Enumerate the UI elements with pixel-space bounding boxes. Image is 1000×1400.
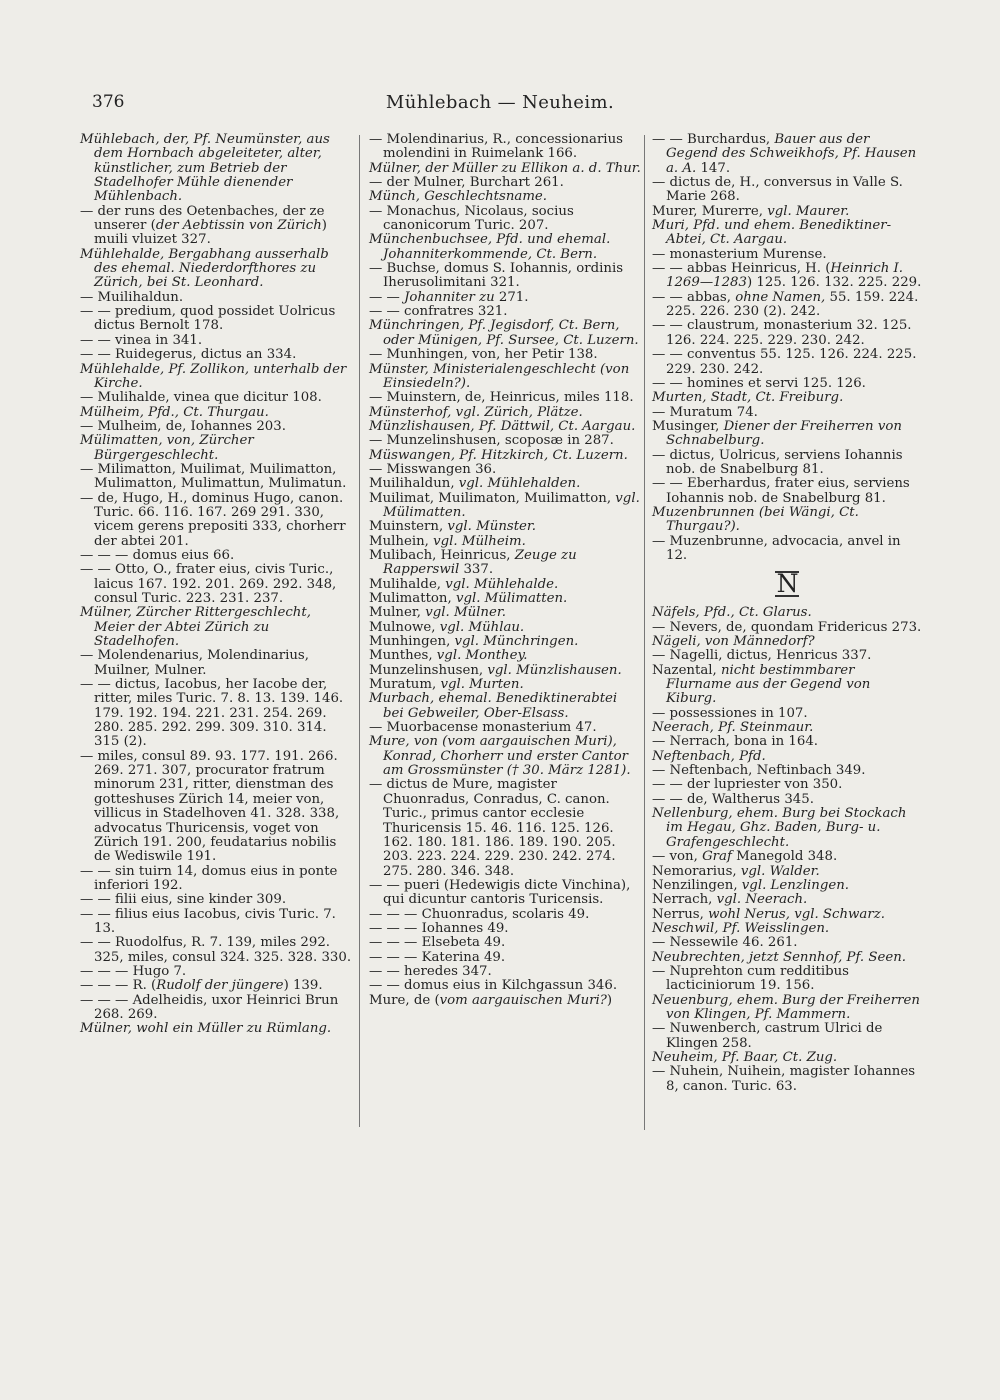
index-entry <box>652 506 922 535</box>
entry-text: — der Mulner, Burchart 261. <box>369 175 564 191</box>
index-entry <box>369 635 641 649</box>
index-entry <box>369 463 641 477</box>
index-entry <box>369 391 641 405</box>
index-entry <box>80 563 352 606</box>
entry-text: Mulimatton, <box>369 591 456 606</box>
index-entry <box>652 291 922 320</box>
index-entry <box>369 649 641 663</box>
index-entry <box>80 205 352 248</box>
entry-text: — — der lupriester von 350. <box>652 777 843 793</box>
column-3 <box>652 133 922 1094</box>
index-entry <box>652 778 922 792</box>
entry-italic-text: vgl. Mühlehalde. <box>445 576 559 592</box>
entry-text: — — domus eius in Kilchgassun 346. <box>369 978 618 994</box>
index-entry <box>652 707 922 721</box>
index-entry <box>80 865 352 894</box>
entry-text: — Muratum 74. <box>652 404 758 420</box>
entry-text: Muinstern, <box>369 519 448 535</box>
entry-text: — — vinea in 341. <box>80 332 203 348</box>
index-entry <box>80 549 352 563</box>
entry-italic-text: Neuenburg, ehem. Burg der Freiherren von Klingen, Pf. Mammern. <box>652 992 920 1022</box>
entry-text: — Nuhein, Nuihein, magister Iohannes 8, canon. Turic. 63. <box>652 1064 916 1094</box>
entry-text: — — — Adelheidis, uxor Heinrici Brun 268. 269. <box>80 992 339 1022</box>
entry-italic-text: Johanniter zu <box>404 289 495 305</box>
entry-text: Mulihalde, <box>369 576 446 592</box>
index-entry <box>80 334 352 348</box>
entry-italic-text: Diener der Freiherren von Schnabelburg. <box>666 418 902 449</box>
index-entry <box>652 922 922 936</box>
index-entry <box>652 750 922 764</box>
entry-text: Nemorarius, <box>652 863 741 879</box>
entry-italic-text: Münch, Geschlechtsname. <box>369 189 548 205</box>
entry-text: — — claustrum, monasterium 32. 125. 126. 224. 225. 229. 230. 242. <box>652 318 912 348</box>
entry-text: Munthes, <box>369 648 437 664</box>
index-entry <box>369 520 641 534</box>
entry-text: Mulner, <box>369 605 426 621</box>
entry-text: — — Otto, O., frater eius, civis Turic., laicus 167. 192. 201. 269. 292. 348, consul Turic. 223. 231. 237. <box>80 562 337 606</box>
index-entry <box>80 363 352 392</box>
index-entry <box>369 578 641 592</box>
index-entry <box>369 449 641 463</box>
index-entry <box>369 922 641 936</box>
index-entry <box>369 778 641 878</box>
entry-text: Munhingen, <box>369 634 455 650</box>
entry-text: Mulibach, Heinricus, <box>369 547 515 563</box>
index-entry <box>369 621 641 635</box>
entry-text: — — Ruodolfus, R. 7. 139, miles 292. 325, miles, consul 324. 325. 328. 330. <box>80 935 352 965</box>
entry-text: — Misswangen 36. <box>369 461 497 477</box>
index-entry <box>80 649 352 678</box>
entry-text: — Molendinarius, R., concessionarius molendini in Ruimelank 166. <box>369 132 623 162</box>
index-entry <box>80 305 352 334</box>
entry-text: — Nuprehton cum redditibus lacticiniorum 19. 156. <box>652 963 850 994</box>
entry-text: — — abbas Heinricus, H. ( <box>652 261 831 277</box>
entry-text: — — heredes 347. <box>369 963 492 979</box>
index-entry <box>369 233 641 262</box>
entry-text: — Monachus, Nicolaus, socius canonicorum Turic. 207. <box>369 203 574 234</box>
entry-italic-text: der Aebtissin von Zürich <box>155 218 322 234</box>
index-entry <box>80 492 352 549</box>
column-3-n-entries <box>652 606 922 1094</box>
index-entry <box>80 348 352 362</box>
entry-italic-text: Mühlebach, der, Pf. Neumünster, aus dem Hornbach abgeleiteter, alter, künstlicher, zum Betrieb der Stadelhofer Mühle dienender Mühlenbach. <box>80 132 330 205</box>
index-entry <box>652 262 922 291</box>
index-entry <box>652 649 922 663</box>
entry-text: — — — Katerina 49. <box>369 949 506 965</box>
index-entry <box>369 879 641 908</box>
page-number: 376 <box>92 92 125 112</box>
index-entry <box>80 1022 352 1036</box>
index-entry <box>369 936 641 950</box>
index-entry <box>652 477 922 506</box>
index-entry <box>80 133 352 205</box>
entry-text: — Neftenbach, Neftinbach 349. <box>652 763 866 779</box>
entry-text: — — — R. ( <box>80 978 157 994</box>
entry-text: — Nuwenberch, castrum Ulrici de Klingen 258. <box>652 1021 883 1051</box>
entry-text: — Mulheim, de, Iohannes 203. <box>80 418 286 434</box>
index-entry <box>652 248 922 262</box>
entry-italic-text: vgl. Monthey. <box>436 648 528 664</box>
entry-italic-text: Neubrechten, jetzt Sennhof, Pf. Seen. <box>652 949 907 965</box>
index-entry <box>652 176 922 205</box>
index-entry <box>369 348 641 362</box>
entry-italic-text: Nellenburg, ehem. Burg bei Stockach im Hegau, Ghz. Baden, Burg- u. Grafengeschlecht. <box>652 806 907 850</box>
entry-text: Mulnowe, <box>369 619 440 635</box>
entry-text: Muratum, <box>369 677 441 693</box>
entry-italic-text: vgl. Mühlehalden. <box>458 476 581 492</box>
entry-italic-text: vgl. Murten. <box>440 677 524 693</box>
entry-text: Munzelinshusen, <box>369 662 488 678</box>
entry-text: ) <box>606 992 613 1008</box>
entry-text: Musinger, <box>652 418 724 434</box>
running-title: Mühlebach — Neuheim. <box>385 92 615 113</box>
index-entry <box>80 420 352 434</box>
entry-text: — Muorbacense monasterium 47. <box>369 720 597 736</box>
index-entry <box>369 406 641 420</box>
index-entry <box>652 606 922 620</box>
entry-italic-text: Mühlehalde, Pf. Zollikon, unterhalb der Kirche. <box>80 361 347 391</box>
entry-italic-text: Mülner, der Müller zu Ellikon a. d. Thur. <box>369 160 641 176</box>
entry-italic-text: vgl. Münster. <box>447 519 537 535</box>
entry-italic-text: Muzenbrunnen (bei Wängi, Ct. Thurgau?). <box>652 504 859 535</box>
section-letter-heading <box>652 568 922 600</box>
entry-italic-text: nicht bestimmbarer Flurname aus der Gegend von Kiburg. <box>666 662 871 707</box>
index-entry <box>80 406 352 420</box>
index-entry <box>369 951 641 965</box>
entry-text: — — — Chuonradus, scolaris 49. <box>369 906 590 922</box>
entry-italic-text: Rudolf der jüngere <box>156 978 284 994</box>
index-entry <box>80 936 352 965</box>
entry-text: — — sin tuirn 14, domus eius in ponte inferiori 192. <box>80 863 338 893</box>
entry-text: — Molendenarius, Molendinarius, Muilner, Mulner. <box>80 648 309 678</box>
entry-italic-text: Mülimatten, von, Zürcher Bürgergeschlecht. <box>80 433 254 463</box>
entry-text: Nenzilingen, <box>652 877 742 893</box>
index-entry <box>80 391 352 405</box>
index-entry <box>652 807 922 850</box>
entry-text: — dictus de Mure, magister Chuonradus, Conradus, C. canon. Turic., primus cantor ecclesie Thuricensis 15. 46. 116. 125. 126. 162. 180. 181. 186. 189. 190. 205. 203. 223. 224. 229. 230. 242. 274. 275. 280. 346. 348. <box>369 777 616 879</box>
column-rule-left <box>359 135 360 1127</box>
index-entry <box>369 305 641 319</box>
index-entry <box>369 979 641 993</box>
index-entry <box>369 162 641 176</box>
entry-text: Nerrach, <box>652 892 717 908</box>
entry-text: — miles, consul 89. 93. 177. 191. 266. 269. 271. 307, procurator fratrum minorum 231, ritter, dienstman des gotteshuses Zürich 14, meier von, villicus in Stadelhoven 41. 328. 338, advocatus Thuricensis, voget von Zürich 191. 200, feudatarius nobilis de Wediswile 191. <box>80 748 340 865</box>
entry-italic-text: vgl. Lenzlingen. <box>741 877 850 893</box>
index-entry <box>652 133 922 176</box>
entry-text: — — <box>369 289 405 305</box>
entry-italic-text: Mülner, Zürcher Rittergeschlecht, Meier der Abtei Zürich zu Stadelhofen. <box>80 605 311 650</box>
entry-text: — — homines et servi 125. 126. <box>652 375 866 391</box>
entry-text: — — Burchardus, <box>652 132 775 147</box>
index-entry <box>369 262 641 291</box>
index-entry <box>652 721 922 735</box>
entry-italic-text: Mülheim, Pfd., Ct. Thurgau. <box>80 404 269 420</box>
entry-text: — — filius eius Iacobus, civis Turic. 7. 13. <box>80 906 336 936</box>
column-3-m-entries <box>652 133 922 563</box>
entry-text: — dictus de, H., conversus in Valle S. Marie 268. <box>652 175 903 205</box>
index-entry <box>369 420 641 434</box>
entry-italic-text: Zeuge zu Rapperswil <box>383 547 577 578</box>
index-entry <box>652 764 922 778</box>
index-entry <box>369 721 641 735</box>
entry-text: — — — Hugo 7. <box>80 963 187 979</box>
index-entry <box>652 879 922 893</box>
index-entry <box>652 951 922 965</box>
index-entry <box>80 434 352 463</box>
index-entry <box>369 994 641 1008</box>
entry-italic-text: vgl. Mülimatten. <box>383 490 640 520</box>
index-entry <box>369 477 641 491</box>
entry-text: Muilihaldun, <box>369 476 459 492</box>
index-entry <box>652 319 922 348</box>
section-letter: N <box>776 569 798 599</box>
index-entry <box>652 936 922 950</box>
entry-italic-text: Münsterhof, vgl. Zürich, Plätze. <box>369 404 583 420</box>
index-entry <box>652 850 922 864</box>
index-entry <box>80 979 352 993</box>
entry-italic-text: Neuheim, Pf. Baar, Ct. Zug. <box>652 1049 838 1065</box>
index-entry <box>369 549 641 578</box>
entry-text: ) muili vluizet 327. <box>94 218 327 248</box>
index-entry <box>80 606 352 649</box>
entry-italic-text: vgl. Mülimatten. <box>455 591 568 606</box>
entry-italic-text: Heinrich I. 1269—1283 <box>666 261 904 291</box>
entry-text: Manegold 348. <box>731 849 838 865</box>
entry-text: — Munhingen, von, her Petir 138. <box>369 347 598 363</box>
entry-text: Nerrus, <box>652 906 709 922</box>
entry-text: — de, Hugo, H., dominus Hugo, canon. Turic. 66. 116. 167. 269 291. 330, vicem gerens prepositi 333, chorherr der abtei 201. <box>80 490 346 549</box>
index-entry <box>80 893 352 907</box>
index-entry <box>652 793 922 807</box>
index-entry <box>369 908 641 922</box>
entry-italic-text: wohl Nerus, vgl. Schwarz. <box>708 906 885 922</box>
entry-italic-text: Neerach, Pf. Steinmaur. <box>652 720 814 736</box>
index-entry <box>652 391 922 405</box>
entry-italic-text: Nägeli, von Männedorf? <box>652 634 815 649</box>
index-entry <box>80 994 352 1023</box>
index-entry <box>80 908 352 937</box>
entry-text: — von, <box>652 849 703 865</box>
entry-text: — Muinstern, de, Heinricus, miles 118. <box>369 390 634 406</box>
entry-text: — Muilihaldun. <box>80 289 184 305</box>
index-entry <box>652 205 922 219</box>
index-entry <box>369 133 641 162</box>
entry-italic-text: Münchringen, Pf. Jegisdorf, Ct. Bern, oder Münigen, Pf. Sursee, Ct. Luzern. <box>369 318 639 348</box>
index-entry <box>369 291 641 305</box>
index-entry <box>652 865 922 879</box>
index-entry <box>369 434 641 448</box>
entry-text: Muilimat, Muilimaton, Muilimatton, <box>369 490 616 506</box>
index-entry <box>80 965 352 979</box>
index-entry <box>369 205 641 234</box>
entry-italic-text: ohne Namen, <box>735 289 826 305</box>
entry-text: — — Eberhardus, frater eius, serviens Iohannis nob. de Snabelburg 81. <box>652 476 910 506</box>
index-entry <box>369 678 641 692</box>
entry-italic-text: Mure, von (vom aargauischen Muri), Konrad, Chorherr und erster Cantor am Grossmünster († 30. März 1281). <box>369 734 631 779</box>
entry-italic-text: vgl. Mühlau. <box>439 619 525 635</box>
entry-italic-text: vom aargauischen Muri? <box>439 992 607 1008</box>
index-entry <box>80 463 352 492</box>
index-entry <box>652 535 922 564</box>
entry-italic-text: Müswangen, Pf. Hitzkirch, Ct. Luzern. <box>369 447 628 463</box>
entry-text: — monasterium Murense. <box>652 246 827 262</box>
index-entry <box>369 535 641 549</box>
entry-text: — der runs des Oetenbaches, der ze unserer ( <box>80 203 325 234</box>
index-entry <box>652 406 922 420</box>
index-entry <box>369 363 641 392</box>
entry-italic-text: vgl. Neerach. <box>716 892 808 908</box>
entry-text: 55. 159. 224. 225. 226. 230 (2). 242. <box>666 289 919 320</box>
entry-text: — Nessewile 46. 261. <box>652 935 798 951</box>
entry-text: — — pueri (Hedewigis dicte Vinchina), qui dicuntur cantoris Turicensis. <box>369 877 631 908</box>
entry-text: — Munzelinshusen, scoposæ in 287. <box>369 433 614 449</box>
index-entry <box>369 735 641 778</box>
entry-italic-text: Münzlishausen, Pf. Dättwil, Ct. Aargau. <box>369 418 636 434</box>
index-entry <box>652 994 922 1023</box>
index-entry <box>652 348 922 377</box>
entry-text: — — — Iohannes 49. <box>369 920 509 936</box>
entry-italic-text: Neftenbach, Pfd. <box>652 748 766 764</box>
entry-text: — Buchse, domus S. Iohannis, ordinis Iherusolimitani 321. <box>369 261 624 291</box>
entry-italic-text: Münster, Ministerialengeschlecht (von Einsiedeln?). <box>369 361 630 391</box>
index-entry <box>369 492 641 521</box>
entry-italic-text: vgl. Münzlishausen. <box>487 662 622 678</box>
index-entry <box>652 735 922 749</box>
entry-text: Mulhein, <box>369 533 434 549</box>
entry-text: — Nerrach, bona in 164. <box>652 734 819 750</box>
entry-italic-text: vgl. Münchringen. <box>454 634 579 650</box>
index-entry <box>369 319 641 348</box>
index-entry <box>652 219 922 248</box>
entry-italic-text: vgl. Mülheim. <box>433 533 526 549</box>
entry-italic-text: vgl. Maurer. <box>767 203 850 219</box>
index-entry <box>80 291 352 305</box>
entry-text: — — conventus 55. 125. 126. 224. 225. 229. 230. 242. <box>652 347 917 377</box>
entry-text: — Mulihalde, vinea que dicitur 108. <box>80 390 322 406</box>
index-entry <box>369 692 641 721</box>
index-entry <box>80 248 352 291</box>
entry-text: ) 125. 126. 132. 225. 229. <box>746 275 922 291</box>
entry-italic-text: vgl. Walder. <box>740 863 820 879</box>
column-rule-right <box>644 135 645 1130</box>
index-entry <box>652 1022 922 1051</box>
entry-text: Murer, Murerre, <box>652 203 768 219</box>
index-entry <box>80 750 352 865</box>
entry-text: 337. <box>459 562 494 578</box>
index-entry <box>369 965 641 979</box>
entry-text: 147. <box>696 160 731 176</box>
entry-italic-text: Mühlehalde, Bergabhang ausserhalb des ehemal. Niederdorfthores zu Zürich, bei St. Leonhard. <box>80 246 329 291</box>
entry-text: — Milimatton, Muilimat, Muilimatton, Mulimatton, Mulimattun, Mulimatun. <box>80 461 347 492</box>
entry-text: ) 139. <box>283 978 323 994</box>
entry-italic-text: vgl. Mülner. <box>425 605 506 621</box>
entry-text: — Muzenbrunne, advocacia, anvel in 12. <box>652 533 901 563</box>
index-entry <box>652 377 922 391</box>
entry-text: — — de, Waltherus 345. <box>652 791 814 807</box>
entry-italic-text: Münchenbuchsee, Pfd. und ehemal. Johanniterkommende, Ct. Bern. <box>369 232 611 262</box>
entry-text: Mure, de ( <box>369 992 440 1008</box>
entry-text: — — — Elsebeta 49. <box>369 935 506 951</box>
index-entry <box>652 449 922 478</box>
index-entry <box>369 606 641 620</box>
entry-text: — — abbas, <box>652 289 736 305</box>
entry-text: — — filii eius, sine kinder 309. <box>80 892 287 908</box>
index-entry <box>652 621 922 635</box>
entry-italic-text: Graf <box>702 849 732 865</box>
index-entry <box>652 1051 922 1065</box>
entry-text: — — predium, quod possidet Uolricus dictus Bernolt 178. <box>80 304 336 334</box>
index-entry <box>369 176 641 190</box>
entry-text: 271. <box>494 289 529 305</box>
entry-text: — Nevers, de, quondam Fridericus 273. <box>652 619 922 635</box>
index-entry <box>369 592 641 606</box>
index-entry <box>652 420 922 449</box>
index-entry <box>652 664 922 707</box>
entry-text: Nazental, <box>652 662 721 678</box>
column-2 <box>369 133 641 1008</box>
index-entry <box>652 635 922 649</box>
index-entry <box>80 678 352 750</box>
entry-text: — — dictus, Iacobus, her Iacobe der, ritter, miles Turic. 7. 8. 13. 139. 146. 179. 192. 194. 221. 231. 254. 269. 280. 285. 292. 299. 309. 310. 314. 315 (2). <box>80 677 344 750</box>
index-entry <box>652 893 922 907</box>
entry-text: — possessiones in 107. <box>652 705 808 721</box>
entry-text: — dictus, Uolricus, serviens Iohannis nob. de Snabelburg 81. <box>652 447 903 477</box>
index-entry <box>652 965 922 994</box>
entry-italic-text: Bauer aus der Gegend des Schweikhofs, Pf. Hausen a. A. <box>666 132 917 176</box>
entry-italic-text: Mülner, wohl ein Müller zu Rümlang. <box>80 1021 332 1037</box>
entry-text: — — Ruidegerus, dictus an 334. <box>80 347 297 363</box>
entry-text: — Nagelli, dictus, Henricus 337. <box>652 648 872 664</box>
entry-text: — — — domus eius 66. <box>80 547 235 563</box>
index-entry <box>369 664 641 678</box>
entry-italic-text: Muri, Pfd. und ehem. Benediktiner-Abtei, Ct. Aargau. <box>652 218 892 248</box>
index-entry <box>652 1065 922 1094</box>
entry-italic-text: Murten, Stadt, Ct. Freiburg. <box>652 390 844 406</box>
column-1 <box>80 133 352 1037</box>
entry-italic-text: Murbach, ehemal. Benediktinerabtei bei Gebweiler, Ober-Elsass. <box>369 691 618 721</box>
entry-italic-text: Neschwil, Pf. Weisslingen. <box>652 920 830 936</box>
index-entry <box>369 190 641 204</box>
index-entry <box>652 908 922 922</box>
entry-text: — — confratres 321. <box>369 304 508 320</box>
entry-italic-text: Näfels, Pfd., Ct. Glarus. <box>652 605 812 621</box>
